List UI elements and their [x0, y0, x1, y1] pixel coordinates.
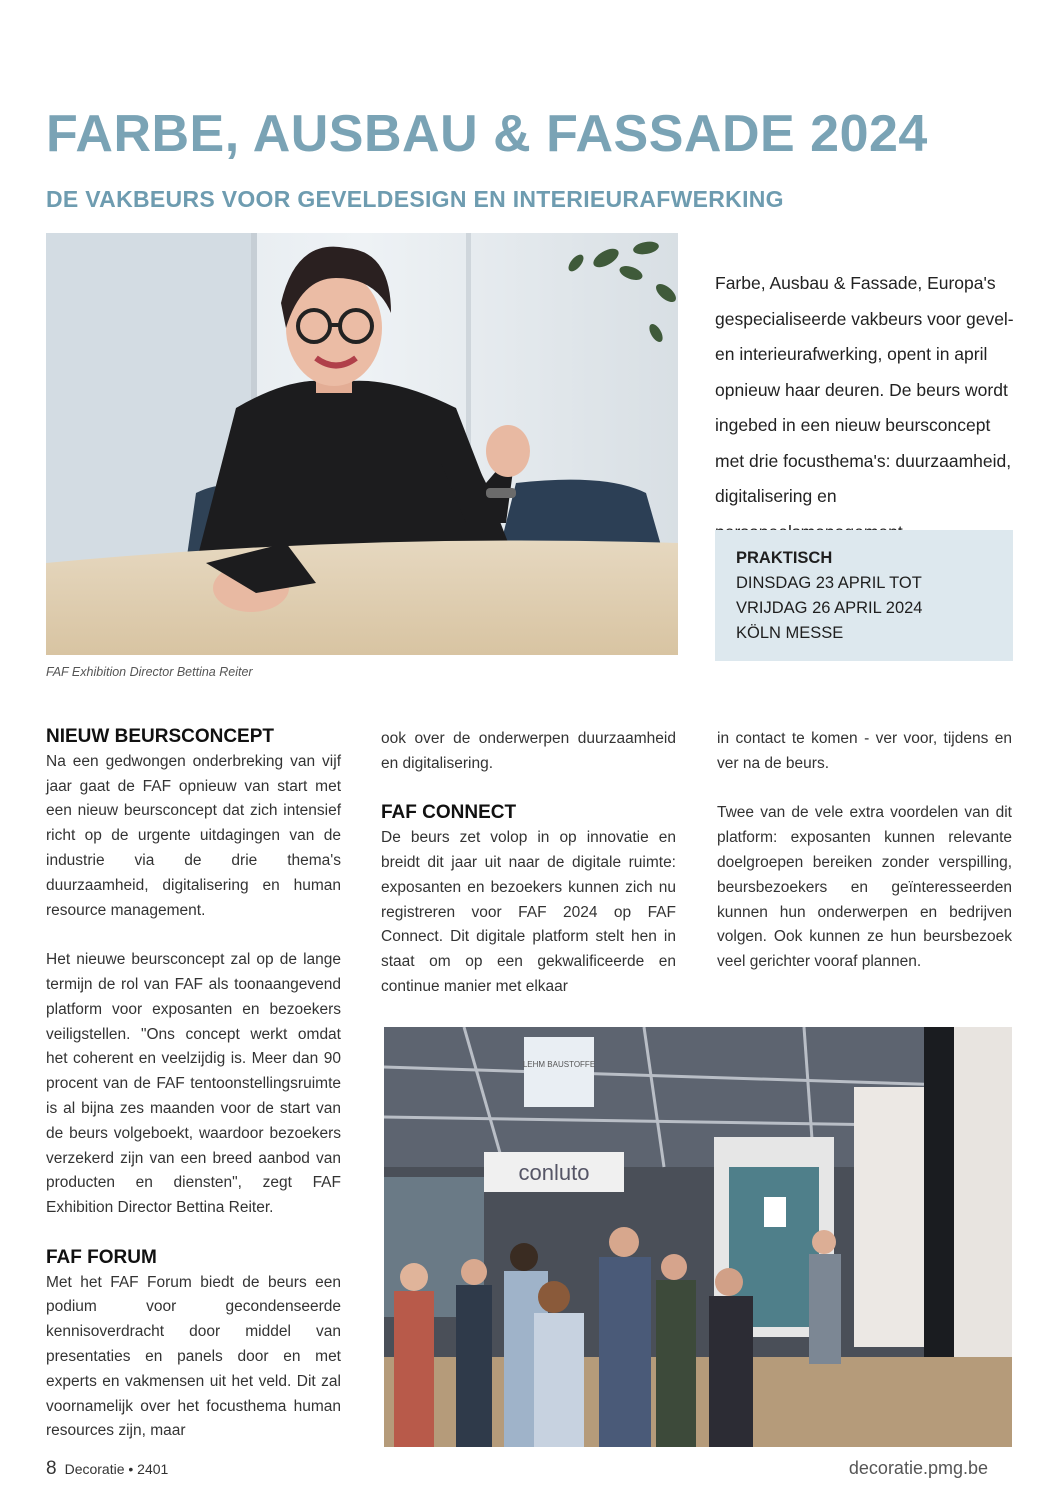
booth-sign-text: conluto	[518, 1160, 590, 1185]
article-subtitle: DE VAKBEURS VOOR GEVELDESIGN EN INTERIEURAFWERKING	[46, 186, 784, 212]
director-photo-illustration	[46, 233, 678, 655]
paragraph: Twee van de vele extra voordelen van dit platform: exposanten kunnen relevante doelgroepen bereiken zonder verspilling, beursbezoekers en geïnteresseerden kunnen hun onderwerpen en bedrijven volgen. Ook kunnen ze hun beursbezoek veel gerichter vooraf plannen.	[717, 804, 1012, 971]
magazine-issue: Decoratie • 2401	[64, 1461, 169, 1477]
trade-fair-photo	[384, 1027, 1012, 1447]
director-photo	[46, 233, 678, 655]
paragraph: in contact te komen - ver voor, tijdens en ver na de beurs.	[717, 730, 1012, 772]
info-location: KÖLN MESSE	[736, 624, 844, 642]
article-title: FARBE, AUSBAU & FASSADE 2024	[46, 105, 928, 163]
article-column-2	[381, 727, 676, 1000]
paragraph: Na een gedwongen onderbreking van vijf jaar gaat de FAF opnieuw van start met een nieuw beursconcept dat zich intensief richt op de urgente uitdagingen van de industrie via de drie thema's duurzaamheid, digitalisering en human resource management.	[46, 752, 341, 919]
info-heading: PRAKTISCH	[736, 549, 833, 567]
section-heading-forum: FAF FORUM	[46, 1246, 157, 1268]
page-number: 8	[46, 1458, 57, 1479]
paragraph: ook over de onderwerpen duurzaamheid en digitalisering.	[381, 730, 676, 772]
footer-page-info	[46, 1458, 168, 1480]
hanging-sign-text: LEHM BAUSTOFFE	[522, 1060, 596, 1069]
intro-paragraph: Farbe, Ausbau & Fassade, Europa's gespecialiseerde vakbeurs voor gevel- en interieurafwerking, opent in april opnieuw haar deuren. De beurs wordt ingebed in een nieuw beursconcept met drie focusthema's: duurzaamheid, digitalisering en	[715, 273, 1014, 506]
practical-info-box	[715, 530, 1013, 661]
trade-fair-illustration	[384, 1027, 1012, 1447]
section-heading-beursconcept: NIEUW BEURSCONCEPT	[46, 726, 275, 747]
footer-website-link[interactable]: decoratie.pmg.be	[848, 1458, 988, 1478]
paragraph: De beurs zet volop in op innovatie en breidt dit jaar uit naar de digitale ruimte: exposanten en bezoekers kunnen zich nu registreren voor FAF 2024 op FAF Connect. Dit digitale platform stelt hen in staat om op een gekwalificeerde en continue manier met elkaar	[381, 829, 676, 995]
paragraph: Met het FAF Forum biedt de beurs een podium voor gecondenseerde kennisoverdracht door middel van presentaties en panels door en met experts en vakmensen uit het veld. Dit zal voornamelijk over het focusthema human resources zijn, maar	[46, 1273, 341, 1440]
article-column-3	[717, 727, 1012, 975]
photo-caption: FAF Exhibition Director Bettina Reiter	[46, 665, 253, 679]
article-column-1	[46, 725, 341, 1444]
info-date-start: DINSDAG 23 APRIL TOT	[736, 574, 922, 592]
section-heading-connect: FAF CONNECT	[381, 802, 517, 824]
info-date-end: VRIJDAG 26 APRIL 2024	[736, 599, 923, 617]
paragraph: Het nieuwe beursconcept zal op de lange termijn de rol van FAF als toonaangevend platform voor exposanten en bezoekers veiligstellen. "Ons concept werkt omdat het coherent en veelzijdig is. Meer dan 90 procent van de FAF tentoonstellingsruimte is al bijna zes maanden voor de start van de beurs volgeboekt, waardoor bezoekers verzekerd zijn van een breed aanbod van producten en diensten", zegt FAF Exhibition Director Bettina Reiter.	[46, 951, 341, 1217]
